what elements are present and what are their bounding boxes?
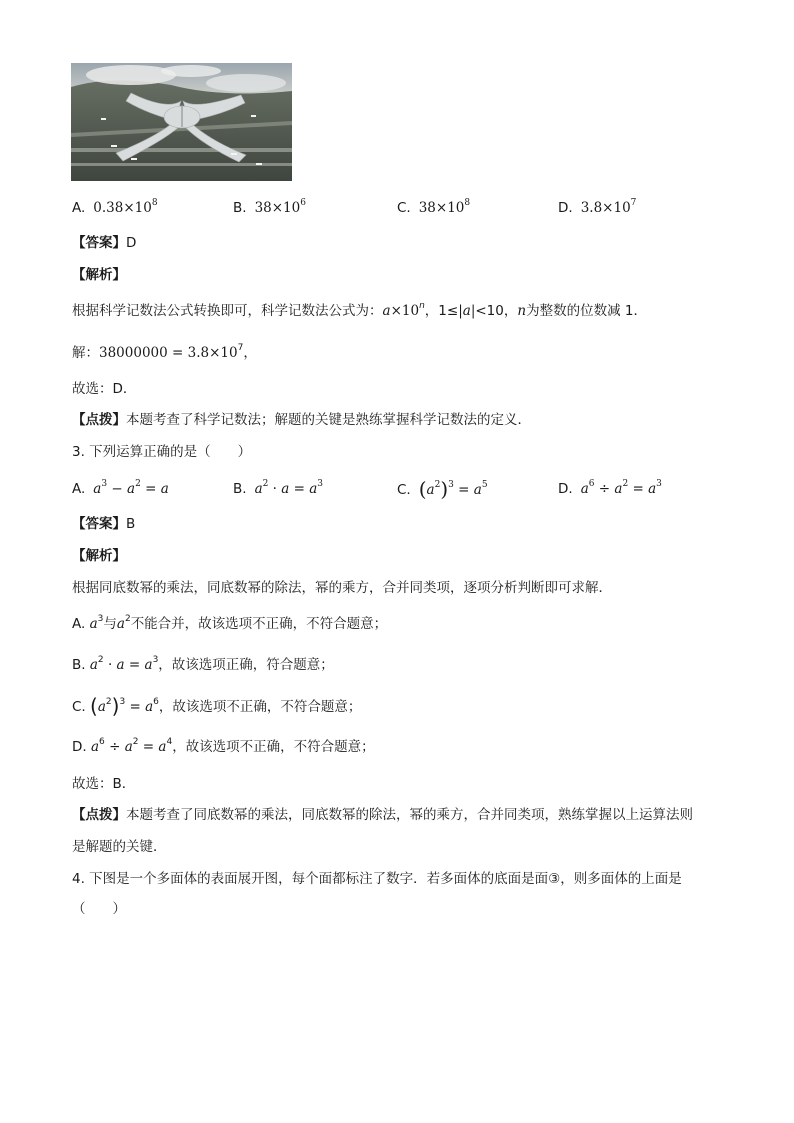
q3-analysis-b: B. $a^2 \cdot a = a^3$，故该选项正确，符合题意； bbox=[72, 655, 334, 673]
q3-comment-line2: 是解题的关键． bbox=[72, 839, 167, 855]
q2-option-b: B. $38\times 10^6$ bbox=[233, 198, 306, 216]
q4-stem-line1: 4. 下图是一个多面体的表面展开图，每个面都标注了数字．若多面体的底面是面③，则多面体的上面是 bbox=[72, 871, 682, 887]
q2-comment: 【点拨】本题考查了科学记数法；解题的关键是熟练掌握科学记数法的定义． bbox=[72, 412, 531, 428]
q3-answer: 【答案】B bbox=[72, 516, 136, 532]
q3-analysis-a: A. $a^3$与$a^2$不能合并，故该选项不正确，不符合题意； bbox=[72, 614, 388, 632]
q3-comment-line1: 【点拨】本题考查了同底数幂的乘法，同底数幂的除法，幂的乘方，合并同类项，熟练掌握以上运算法则 bbox=[72, 807, 693, 823]
q2-option-c: C. $38\times 10^8$ bbox=[397, 198, 471, 216]
airport-photo bbox=[71, 63, 292, 181]
q3-choose: 故选：B． bbox=[72, 776, 136, 792]
q2-choose: 故选：D． bbox=[72, 381, 137, 397]
q3-option-b: B. $a^2 \cdot a = a^3$ bbox=[233, 479, 323, 497]
q2-option-d: D. $3.8\times 10^7$ bbox=[558, 198, 637, 216]
q3-analysis-text: 根据同底数幂的乘法，同底数幂的除法，幂的乘方，合并同类项，逐项分析判断即可求解． bbox=[72, 580, 612, 596]
q3-stem: 3. 下列运算正确的是（ ） bbox=[72, 444, 252, 460]
q3-option-c: C. $(a^2)^3 = a^5$ bbox=[397, 477, 488, 501]
q3-analysis-d: D. $a^6 \div a^2 = a^4$，故该选项不正确，不符合题意； bbox=[72, 737, 375, 755]
q2-answer: 【答案】D bbox=[72, 235, 137, 251]
q2-solution: 解：$38000000 = 3.8\times 10^7$， bbox=[72, 343, 257, 361]
q3-option-d: D. $a^6 \div a^2 = a^3$ bbox=[558, 479, 662, 497]
q4-stem-line2: （ ） bbox=[72, 901, 126, 917]
q3-analysis-c: C. $(a^2)^3 = a^6$，故该选项不正确，不符合题意； bbox=[72, 694, 362, 718]
q3-option-a: A. $a^3 - a^2 = a$ bbox=[72, 479, 169, 497]
q2-option-a: A. $0.38\times 10^8$ bbox=[72, 198, 158, 216]
q2-analysis-text: 根据科学记数法公式转换即可，科学记数法公式为：$a\times 10^n$，1≤|a|<10，n为整数的位数减 1． bbox=[72, 301, 647, 319]
q2-analysis-heading: 【解析】 bbox=[72, 267, 126, 283]
q3-analysis-heading: 【解析】 bbox=[72, 548, 126, 564]
